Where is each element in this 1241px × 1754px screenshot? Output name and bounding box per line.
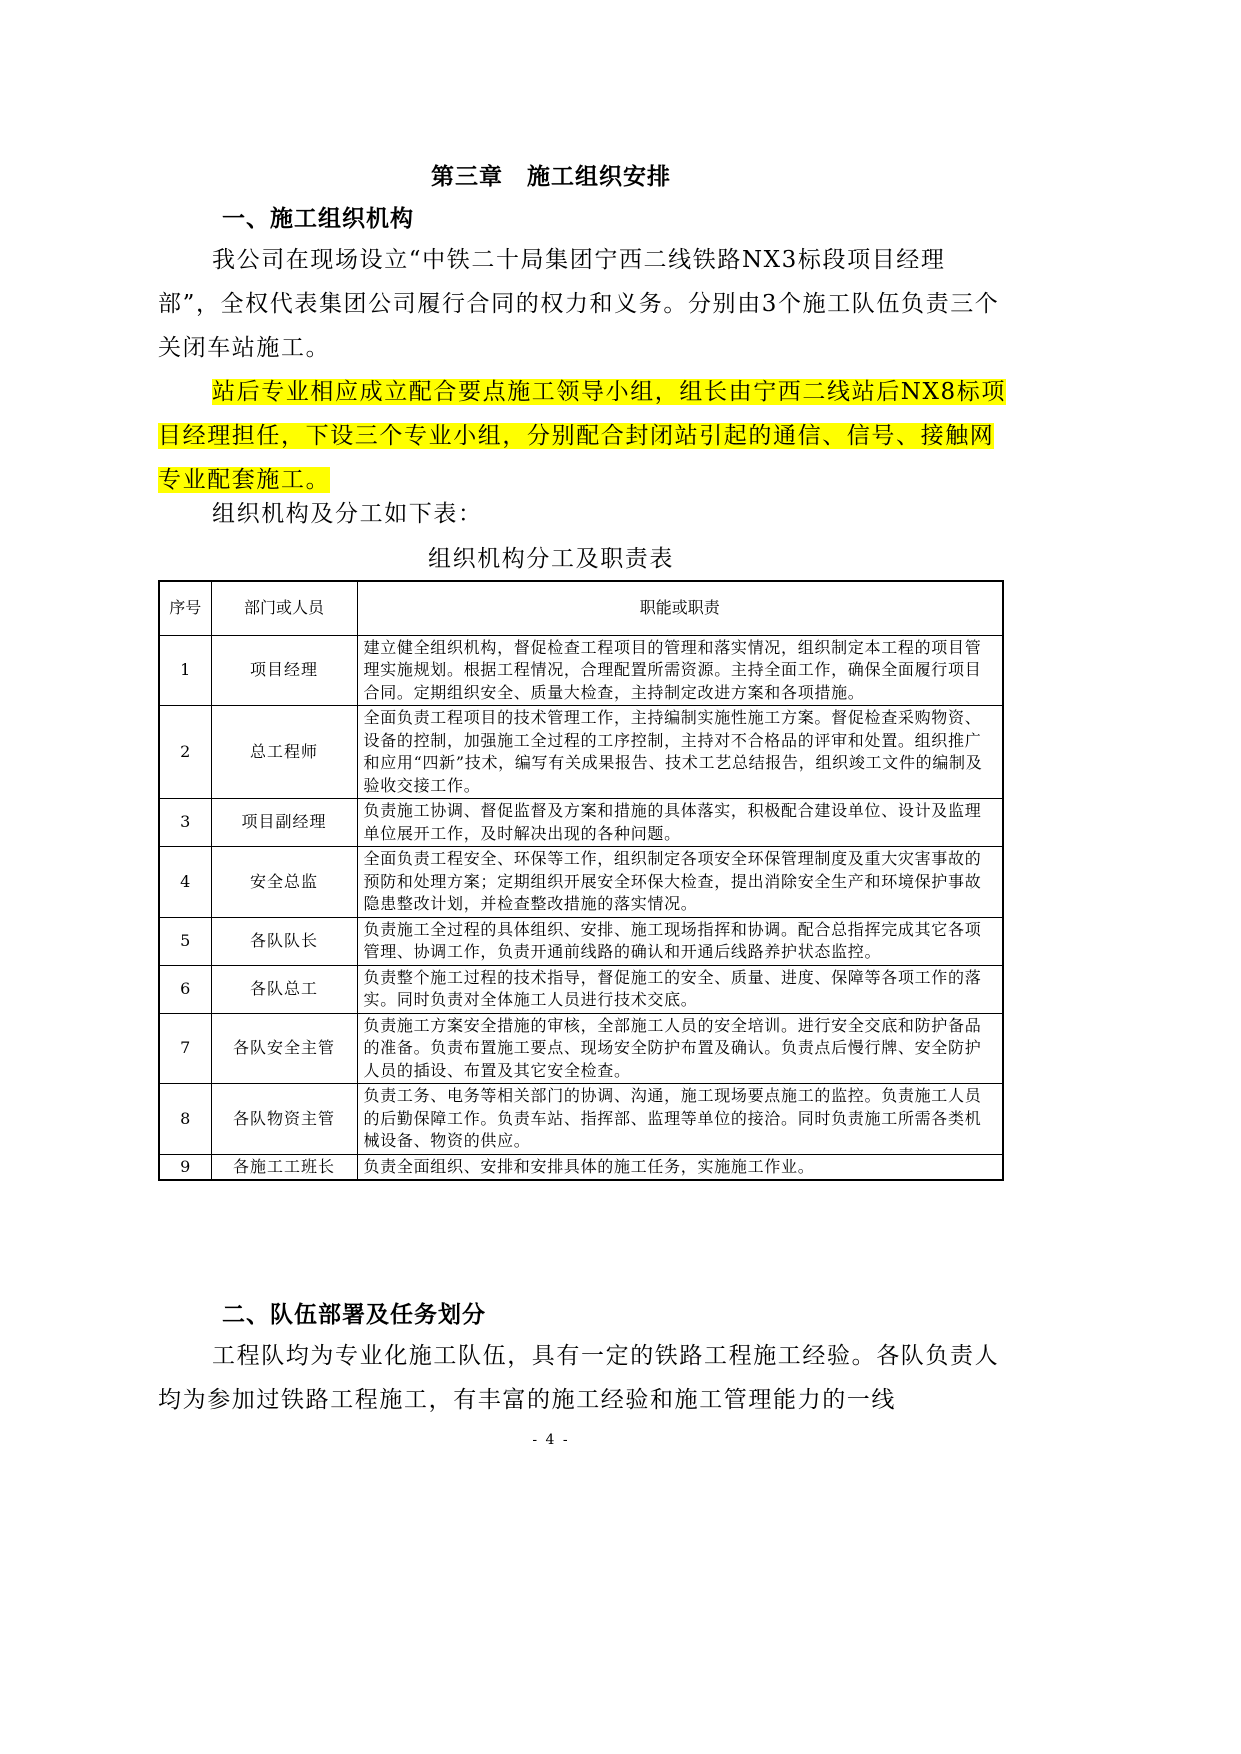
page-number: - 4 - xyxy=(532,1432,570,1448)
paragraph-project-department: 我公司在现场设立“中铁二十局集团宁西二线铁路NX3标段项目经理部”，全权代表集团公司履行合同的权力和义务。分别由3个施工队伍负责三个关闭车站施工。 xyxy=(158,247,1000,361)
section-heading-organization: 一、施工组织机构 xyxy=(222,206,414,232)
row-number: 7 xyxy=(159,1013,211,1084)
row-duty: 建立健全组织机构，督促检查工程项目的管理和落实情况，组织制定本工程的项目管理实施规划。根据工程情况，合理配置所需资源。主持全面工作，确保全面履行项目合同。定期组织安全、质量大检查，主持制定改进方案和各项措施。 xyxy=(357,635,1003,706)
table-row xyxy=(159,1013,1003,1084)
row-duty: 负责工务、电务等相关部门的协调、沟通，施工现场要点施工的监控。负责施工人员的后勤保障工作。负责车站、指挥部、监理等单位的接洽。同时负责施工所需各类机械设备、物资的供应。 xyxy=(357,1084,1003,1155)
row-number: 9 xyxy=(159,1154,211,1180)
table-row xyxy=(159,799,1003,847)
row-number: 2 xyxy=(159,706,211,799)
chapter-title: 第三章 施工组织安排 xyxy=(431,164,671,190)
row-duty: 负责施工方案安全措施的审核，全部施工人员的安全培训。进行安全交底和防护备品的准备。负责布置施工要点、现场安全防护布置及确认。负责点后慢行牌、安全防护人员的插设、布置及其它安全检查。 xyxy=(357,1013,1003,1084)
row-duty: 负责施工协调、督促监督及方案和措施的具体落实，积极配合建设单位、设计及监理单位展开工作，及时解决出现的各种问题。 xyxy=(357,799,1003,847)
row-department: 各队队长 xyxy=(211,917,357,965)
row-duty: 负责整个施工过程的技术指导，督促施工的安全、质量、进度、保障等各项工作的落实。同时负责对全体施工人员进行技术交底。 xyxy=(357,965,1003,1013)
row-duty: 全面负责工程项目的技术管理工作，主持编制实施性施工方案。督促检查采购物资、设备的控制，加强施工全过程的工序控制，主持对不合格品的评审和处置。组织推广和应用“四新”技术，编写有关成果报告、技术工艺总结报告，组织竣工文件的编制及验收交接工作。 xyxy=(357,706,1003,799)
section-heading-deployment: 二、队伍部署及任务划分 xyxy=(222,1302,486,1328)
table-row xyxy=(159,965,1003,1013)
paragraph-team-experience: 工程队均为专业化施工队伍，具有一定的铁路工程施工经验。各队负责人均为参加过铁路工程施工，有丰富的施工经验和施工管理能力的一线 xyxy=(158,1343,1000,1413)
table-row xyxy=(159,917,1003,965)
row-number: 8 xyxy=(159,1084,211,1155)
row-number: 4 xyxy=(159,847,211,918)
row-duty: 负责施工全过程的具体组织、安排、施工现场指挥和协调。配合总指挥完成其它各项管理、协调工作，负责开通前线路的确认和开通后线路养护状态监控。 xyxy=(357,917,1003,965)
row-department: 项目副经理 xyxy=(211,799,357,847)
row-department: 各队安全主管 xyxy=(211,1013,357,1084)
table-row xyxy=(159,635,1003,706)
header-dept: 部门或人员 xyxy=(211,581,357,635)
row-department: 项目经理 xyxy=(211,635,357,706)
table-row xyxy=(159,847,1003,918)
row-department: 安全总监 xyxy=(211,847,357,918)
paragraph-support-team xyxy=(158,370,1006,502)
row-number: 5 xyxy=(159,917,211,965)
organization-duty-table xyxy=(158,580,1004,1181)
header-no: 序号 xyxy=(159,581,211,635)
table-row xyxy=(159,706,1003,799)
row-department: 各队总工 xyxy=(211,965,357,1013)
row-number: 3 xyxy=(159,799,211,847)
row-duty: 全面负责工程安全、环保等工作，组织制定各项安全环保管理制度及重大灾害事故的预防和处理方案；定期组织开展安全环保大检查，提出消除安全生产和环境保护事故隐患整改计划，并检查整改措施的落实情况。 xyxy=(357,847,1003,918)
highlighted-text: 站后专业相应成立配合要点施工领导小组，组长由宁西二线站后NX8标项目经理担任，下设三个专业小组，分别配合封闭站引起的通信、信号、接触网专业配套施工。 xyxy=(158,379,1006,493)
table-row xyxy=(159,1084,1003,1155)
row-department: 各队物资主管 xyxy=(211,1084,357,1155)
row-number: 6 xyxy=(159,965,211,1013)
table-row xyxy=(159,1154,1003,1180)
row-duty: 负责全面组织、安排和安排具体的施工任务，实施施工作业。 xyxy=(357,1154,1003,1180)
table-caption: 组织机构分工及职责表 xyxy=(428,546,674,572)
row-number: 1 xyxy=(159,635,211,706)
row-department: 各施工工班长 xyxy=(211,1154,357,1180)
table-header-row xyxy=(159,581,1003,635)
header-duty: 职能或职责 xyxy=(357,581,1003,635)
row-department: 总工程师 xyxy=(211,706,357,799)
paragraph-table-intro: 组织机构及分工如下表： xyxy=(212,501,483,527)
